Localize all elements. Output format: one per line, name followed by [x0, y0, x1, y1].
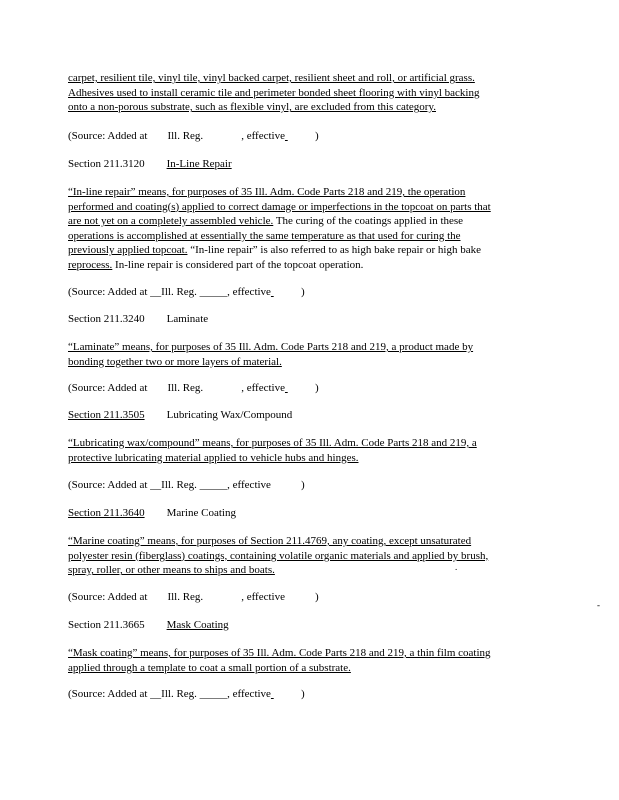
section-number: Section 211.3665	[68, 619, 145, 631]
intro-line: carpet, resilient tile, vinyl tile, vinyl backed carpet, resilient sheet and roll, or artificial grass.	[68, 72, 475, 84]
source-text: , effective	[241, 382, 285, 394]
paragraph-line: “Marine coating” means, for purposes of Section 211.4769, any coating, except unsaturated	[68, 535, 472, 547]
source-text: )	[300, 479, 305, 491]
paragraph-line: “Laminate” means, for purposes of 35 Ill. Adm. Code Parts 218 and 219, a product made by	[68, 341, 474, 353]
section-heading	[68, 618, 558, 633]
section-title: Laminate	[166, 313, 209, 325]
source-note	[68, 129, 558, 144]
paragraph-line: operations is accomplished at essentially the same temperature as that used for curing the	[68, 229, 461, 242]
source-text: )	[300, 286, 305, 298]
paragraph-line: “Mask coating” means, for purposes of 35 Ill. Adm. Code Parts 218 and 219, a thin film coating	[68, 647, 491, 659]
section-paragraph	[68, 436, 558, 465]
intro-line: Adhesives used to install ceramic tile and perimeter bonded sheet flooring with vinyl backing	[68, 86, 480, 99]
paragraph-line: bonding together two or more layers of material.	[68, 355, 282, 368]
intro-line: onto a non-porous substrate, such as flexible vinyl, are excluded from this category.	[68, 101, 436, 114]
section-title: Marine Coating	[166, 507, 236, 519]
section-paragraph	[68, 534, 558, 578]
source-text: Ill. Reg.	[167, 591, 204, 603]
paragraph-line: previously applied topcoat. “In-line repair” is also referred to as high bake repair or high bake	[68, 244, 481, 257]
paragraph-line: “Lubricating wax/compound” means, for purposes of 35 Ill. Adm. Code Parts 218 and 219, a	[68, 437, 477, 449]
source-note	[68, 381, 558, 396]
source-text: (Source: Added at	[68, 130, 148, 142]
paragraph-line: polyester resin (fiberglass) coatings, containing volatile organic materials and applied by brush,	[68, 549, 489, 562]
paragraph-line: reprocess. In-line repair is considered part of the topcoat operation.	[68, 258, 364, 271]
source-text: (Source: Added at __Ill. Reg. _____, effective	[68, 286, 271, 298]
section-title: In-Line Repair	[166, 158, 232, 170]
section-number: Section 211.3640	[68, 507, 145, 519]
scan-mark: .	[455, 562, 458, 572]
section-title: Mask Coating	[166, 619, 229, 631]
source-text: )	[300, 688, 305, 700]
section-number: Section 211.3120	[68, 158, 145, 170]
source-text: Ill. Reg.	[167, 130, 204, 142]
source-text: , effective	[241, 130, 285, 142]
source-note	[68, 478, 558, 493]
source-text: Ill. Reg.	[167, 382, 204, 394]
section-heading	[68, 408, 558, 423]
source-text: )	[314, 382, 319, 394]
section-heading	[68, 506, 558, 521]
paragraph-line: “In-line repair” means, for purposes of 35 Ill. Adm. Code Parts 218 and 219, the operation	[68, 186, 466, 198]
source-text: (Source: Added at __Ill. Reg. _____, effective	[68, 479, 271, 491]
source-text: (Source: Added at	[68, 591, 148, 603]
section-paragraph	[68, 646, 558, 675]
scan-mark: -	[597, 600, 600, 610]
section-heading	[68, 312, 558, 327]
source-text: (Source: Added at	[68, 382, 148, 394]
section-number: Section 211.3240	[68, 313, 145, 325]
source-text: (Source: Added at __Ill. Reg. _____, effective	[68, 688, 271, 700]
source-text: )	[314, 591, 319, 603]
source-text: )	[314, 130, 319, 142]
paragraph-line: applied through a template to coat a small portion of a substrate.	[68, 661, 351, 674]
source-note	[68, 285, 558, 300]
paragraph-line: are not yet on a completely assembled vehicle. The curing of the coatings applied in these	[68, 215, 464, 228]
section-title: Lubricating Wax/Compound	[166, 409, 293, 421]
section-paragraph	[68, 185, 558, 273]
intro-paragraph	[68, 71, 558, 115]
section-number: Section 211.3505	[68, 409, 145, 421]
source-text: , effective	[241, 591, 285, 603]
paragraph-line: protective lubricating material applied to vehicle hubs and hinges.	[68, 451, 359, 464]
section-heading	[68, 157, 558, 172]
source-note	[68, 687, 558, 702]
source-note	[68, 590, 558, 605]
paragraph-line: performed and coating(s) applied to correct damage or imperfections in the topcoat on parts that	[68, 200, 491, 213]
paragraph-line: spray, roller, or other means to ships and boats.	[68, 564, 275, 577]
section-paragraph	[68, 340, 558, 369]
